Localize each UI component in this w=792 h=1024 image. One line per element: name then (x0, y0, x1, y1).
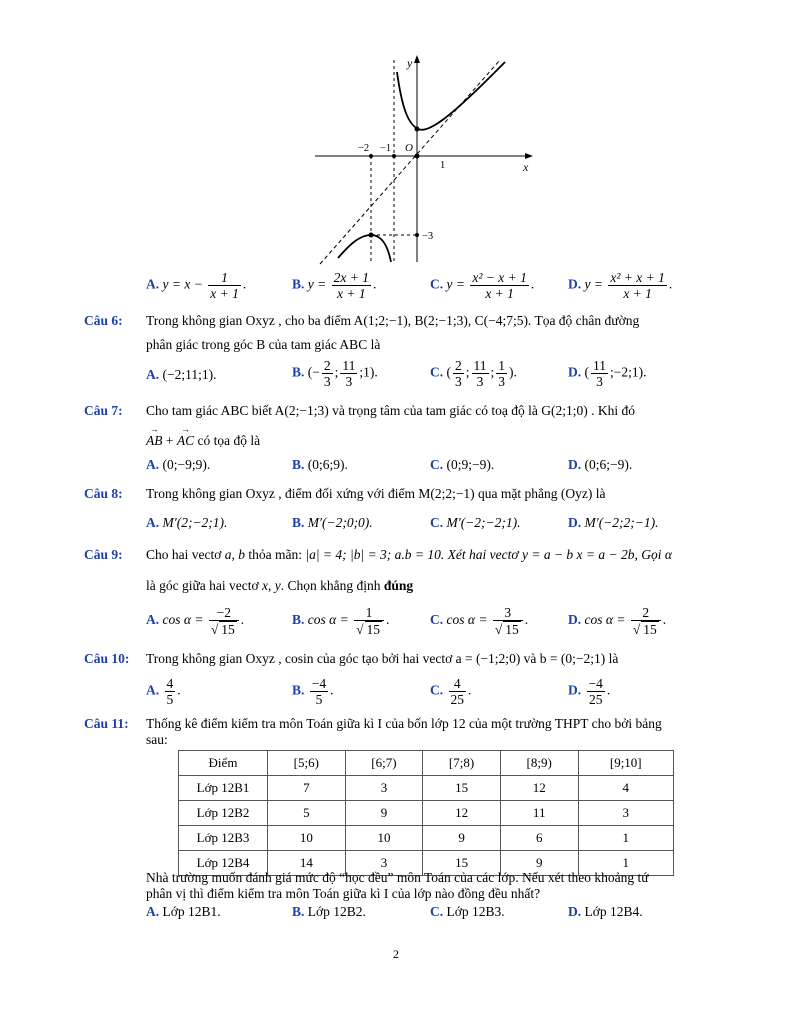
q11-option-c[interactable]: C. Lớp 12B3. (430, 904, 505, 919)
table-header-cell: [5;6) (268, 751, 346, 776)
q11-label: Câu 11: (84, 716, 129, 731)
table-cell: 1 (578, 851, 674, 876)
q7-option-c[interactable]: C. (0;9;−9). (430, 457, 495, 472)
q10-text: Trong không gian Oxyz , cosin của góc tạo bởi hai vectơ a = (−1;2;0) và b = (0;−2;1) là (146, 651, 619, 666)
q7-label: Câu 7: (84, 403, 123, 418)
vector-ac: → AC (177, 433, 194, 449)
q6-option-a[interactable]: A. (−2;11;1). (146, 367, 217, 382)
q7-option-a[interactable]: A. (0;−9;9). (146, 457, 211, 472)
table-header-cell: [6;7) (345, 751, 423, 776)
q9-text-line1: Cho hai vectơ a, b thỏa mãn: |a| = 4; |b| = 3; a.b = 10. Xét hai vectơ y = a − b x = a − 2b, Gọi α (146, 547, 672, 562)
q9-option-c[interactable]: C. cos α = $\frac{3}{√ 15}$ . (430, 605, 529, 637)
table-cell: 3 (345, 776, 423, 801)
q6-text-line1: Trong không gian Oxyz , cho ba điểm A(1;2;−1), B(2;−1;3), C(−4;7;5). Tọa độ chân đường (146, 313, 640, 328)
option-fraction: $\frac{\text{x² − x + 1}}{x + 1}$ (472, 270, 527, 301)
q11-text-line2: sau: (146, 732, 168, 747)
q8-option-b[interactable]: B. M′(−2;0;0). (292, 515, 373, 530)
q11-option-a[interactable]: A. Lớp 12B1. (146, 904, 221, 919)
q7-text-line2: → AB + → AC có tọa độ là (146, 433, 260, 449)
table-header-cell: [8;9) (500, 751, 578, 776)
q5-option-a[interactable]: A. y = x − $\frac{1}{x + 1}$ . (146, 270, 247, 301)
table-cell: 9 (345, 801, 423, 826)
q10-option-a[interactable]: A. $\frac{4}{5}$ . (146, 676, 181, 707)
table-cell: 10 (345, 826, 423, 851)
table-cell: Lớp 12B3 (179, 826, 268, 851)
tick-label-minus-3: −3 (422, 231, 434, 242)
curve-left-branch (338, 235, 391, 262)
table-cell: 3 (578, 801, 674, 826)
q10-option-c[interactable]: C. $\frac{4}{25}$ . (430, 676, 472, 707)
q8-option-c[interactable]: C. M′(−2;−2;1). (430, 515, 521, 530)
table-cell: 15 (423, 851, 501, 876)
q8-label: Câu 8: (84, 486, 123, 501)
q7-text-line1: Cho tam giác ABC biết A(2;−1;3) và trọng tâm của tam giác có toạ độ là G(2;1;0) . Khi đó (146, 403, 636, 418)
table-cell: 14 (268, 851, 346, 876)
table-cell: 3 (345, 851, 423, 876)
q9-option-d[interactable]: D. cos α = $\frac{2}{√ 15}$ . (568, 605, 667, 637)
tick-label-1: 1 (440, 160, 446, 171)
q6-option-d[interactable]: D. ( $\frac{11}{3}$ ;−2;1). (568, 358, 647, 389)
q11-after-line2: phân vị thì điểm kiểm tra môn Toán giữa kì I của lớp nào đồng đều nhất? (146, 886, 541, 901)
point-minus-1 (392, 154, 396, 158)
q9-option-a[interactable]: A. cos α = $\frac{-2}{√ 15}$ . (146, 605, 245, 637)
q6-option-b[interactable]: B. (− $\frac{2}{3}$ ; $\frac{11}{3}$ ;1). (292, 358, 378, 389)
table-header-cell: [7;8) (423, 751, 501, 776)
table-cell: 9 (500, 851, 578, 876)
vector-ab: → AB (146, 433, 163, 449)
option-fraction: $\frac{1}{x + 1}$ (210, 270, 239, 301)
table-cell: 7 (268, 776, 346, 801)
point-origin (415, 154, 420, 159)
table-row (179, 801, 674, 826)
table-cell: 6 (500, 826, 578, 851)
option-fraction: $\frac{\text{x² + x + 1}}{x + 1}$ (610, 270, 665, 301)
function-graph (300, 52, 550, 266)
table-cell: 15 (423, 776, 501, 801)
page-number: 2 (393, 947, 399, 961)
table-cell: 4 (578, 776, 674, 801)
y-axis-arrow-icon (414, 55, 420, 63)
table-header-cell: Điểm (179, 751, 268, 776)
point-min (415, 127, 420, 132)
q5-option-b[interactable]: B. y = $\frac{2x + 1}{x + 1}$ . (292, 270, 377, 301)
table-cell: Lớp 12B1 (179, 776, 268, 801)
q9-option-b[interactable]: B. cos α = $\frac{1}{√ 15}$ . (292, 605, 390, 637)
q6-label: Câu 6: (84, 313, 123, 328)
axis-y-label: y (407, 56, 413, 70)
q8-option-a[interactable]: A. M′(2;−2;1). (146, 515, 228, 530)
option-label: A. (146, 276, 160, 292)
q6-text-line2: phân giác trong góc B của tam giác ABC là (146, 337, 381, 352)
table-cell: 11 (500, 801, 578, 826)
x-axis-arrow-icon (525, 153, 533, 159)
table-header-row (179, 751, 674, 776)
table-cell: Lớp 12B2 (179, 801, 268, 826)
table-cell: 10 (268, 826, 346, 851)
q8-option-d[interactable]: D. M′(−2;2;−1). (568, 515, 659, 530)
table-cell: 5 (268, 801, 346, 826)
q7-option-d[interactable]: D. (0;6;−9). (568, 457, 633, 472)
emphasis-correct: đúng (383, 578, 414, 593)
q11-option-b[interactable]: B. Lớp 12B2. (292, 904, 366, 919)
oblique-asymptote (320, 60, 500, 264)
table-cell: 12 (500, 776, 578, 801)
table-row (179, 826, 674, 851)
tick-label-minus-2: −2 (358, 143, 370, 154)
table-cell: 1 (578, 826, 674, 851)
q11-after-line1: Nhà trường muốn đánh giá mức độ “học đều” môn Toán của các lớp. Nếu xét theo khoảng tứ (146, 870, 649, 885)
q11-option-d[interactable]: D. Lớp 12B4. (568, 904, 643, 919)
table-row (179, 776, 674, 801)
q5-option-d[interactable]: D. y = $\frac{\text{x² + x + 1}}{x + 1}$ . (568, 270, 673, 301)
q10-label: Câu 10: (84, 651, 130, 666)
q10-option-b[interactable]: B. $\frac{-4}{5}$ . (292, 676, 334, 707)
point-max (369, 233, 374, 238)
q6-option-c[interactable]: C. ( $\frac{2}{3}$ ; $\frac{11}{3}$ ; $\frac{1}{3}$ ). (430, 358, 517, 389)
q8-text: Trong không gian Oxyz , điểm đối xứng với điểm M(2;2;−1) qua mặt phẳng (Oyz) là (146, 486, 606, 501)
q7-option-b[interactable]: B. (0;6;9). (292, 457, 348, 472)
score-table (178, 750, 674, 876)
table-cell: Lớp 12B4 (179, 851, 268, 876)
q9-label: Câu 9: (84, 547, 123, 562)
q5-option-c[interactable]: C. y = $\frac{\text{x² − x + 1}}{x + 1}$ . (430, 270, 535, 301)
table-cell: 12 (423, 801, 501, 826)
q9-text-line2: là góc giữa hai vectơ x, y. Chọn khẳng định đúng (146, 578, 414, 593)
option-fraction: $\frac{2x + 1}{x + 1}$ (333, 270, 369, 301)
axis-x-label: x (523, 160, 529, 174)
tick-label-minus-1: −1 (380, 143, 392, 154)
q11-text-line1: Thống kê điểm kiểm tra môn Toán giữa kì I của bốn lớp 12 của một trường THPT cho bởi bảng (146, 716, 662, 731)
table-header-cell: [9;10] (578, 751, 674, 776)
table-cell: 9 (423, 826, 501, 851)
origin-label: O (405, 142, 413, 154)
option-lhs: y = x − (162, 276, 203, 292)
q10-option-d[interactable]: D. $\frac{-4}{25}$ . (568, 676, 611, 707)
point-minus-2 (369, 154, 373, 158)
point-y-minus-3 (415, 233, 419, 237)
